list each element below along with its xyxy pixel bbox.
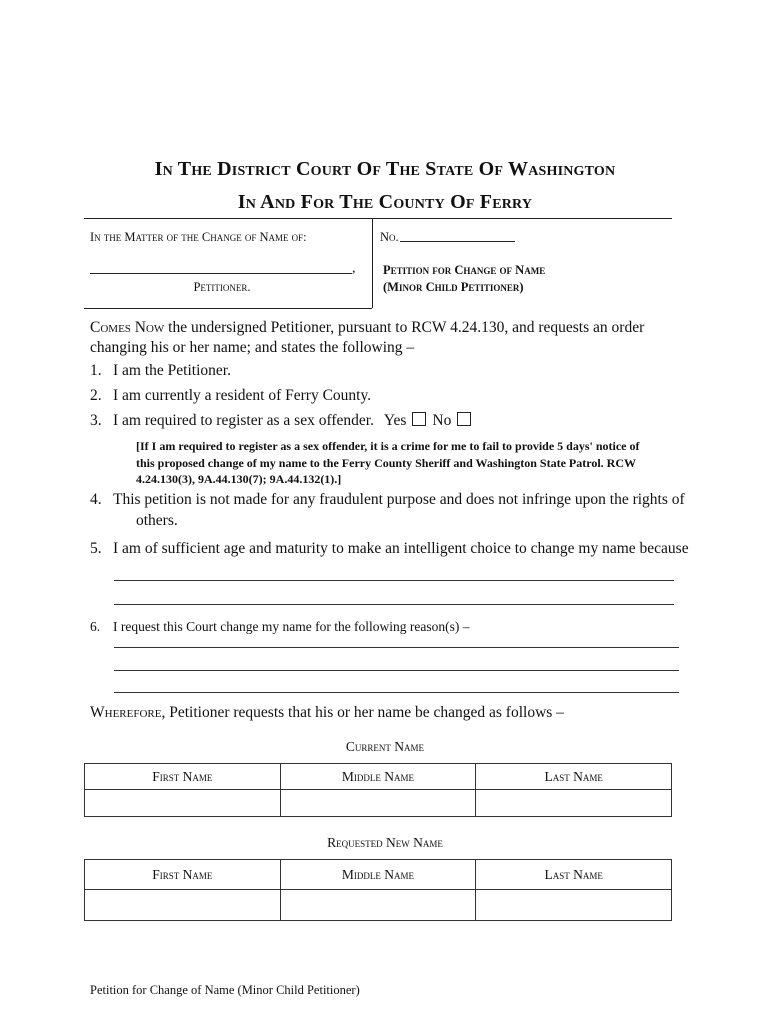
intro-lead: Comes Now (90, 319, 165, 336)
no-checkbox[interactable] (457, 412, 471, 426)
wherefore-lead: Wherefore (90, 704, 162, 721)
case-number-field[interactable] (400, 230, 515, 242)
current-last-name-header: Last Name (476, 764, 672, 790)
petitioner-label: Petitioner. (193, 280, 251, 294)
item-number: 4. (90, 491, 102, 508)
petitioner-name-line[interactable] (90, 261, 352, 274)
item-1 (90, 360, 231, 381)
page-footer: Petition for Change of Name (Minor Child Petitioner) (90, 983, 360, 997)
wherefore-text: , Petitioner requests that his or her name be changed as follows – (161, 704, 564, 721)
current-middle-name-field[interactable] (280, 790, 476, 817)
caption-divider (372, 218, 373, 308)
item-text: I am required to register as a sex offender. (113, 412, 374, 429)
item-text: I am of sufficient age and maturity to make an intelligent choice to change my name because (113, 540, 689, 557)
sex-offender-notice (136, 438, 676, 488)
requested-name-table (84, 859, 672, 921)
notice-line1: [If I am required to register as a sex offender, it is a crime for me to fail to provide 5 days' notice of (136, 439, 640, 453)
item-number: 2. (90, 387, 102, 404)
new-last-name-header: Last Name (476, 860, 672, 890)
item-text: This petition is not made for any fraudulent purpose and does not infringe upon the rights of (113, 491, 685, 508)
new-first-name-header: First Name (85, 860, 281, 890)
intro-line2: changing his or her name; and states the following – (90, 339, 415, 356)
matter-label: In the Matter of the Change of Name of: (90, 230, 307, 244)
county-title: In And For The County Of Ferry (237, 191, 533, 213)
document-title (383, 262, 545, 296)
case-number-label: No. (380, 230, 399, 244)
item-number: 3. (90, 412, 102, 429)
new-last-name-field[interactable] (476, 890, 672, 921)
item-number: 6. (90, 619, 101, 634)
wherefore-paragraph (90, 702, 564, 723)
notice-line2: this proposed change of my name to the Ferry County Sheriff and Washington State Patrol. RCW (136, 455, 637, 470)
reason-line-6b[interactable] (114, 670, 679, 671)
item-text: I am the Petitioner. (113, 362, 231, 379)
new-middle-name-header: Middle Name (280, 860, 476, 890)
item-4-continued: others. (136, 512, 178, 529)
current-first-name-field[interactable] (85, 790, 281, 817)
current-last-name-field[interactable] (476, 790, 672, 817)
notice-line3: 4.24.130(3), 9A.44.130(7); 9A.44.132(1).] (136, 472, 342, 486)
requested-name-heading: Requested New Name (327, 835, 443, 850)
item-3 (90, 410, 477, 431)
intro-paragraph (90, 318, 690, 358)
court-title: In The District Court Of The State Of Washington (154, 158, 616, 180)
current-name-heading: Current Name (345, 739, 425, 754)
document-title-line1: Petition for Change of Name (383, 263, 546, 277)
item-4 (90, 489, 685, 510)
current-name-table (84, 763, 672, 817)
caption-comma: , (352, 261, 356, 276)
current-first-name-header: First Name (85, 764, 281, 790)
item-number: 5. (90, 540, 102, 557)
reason-line-6a[interactable] (114, 647, 679, 648)
item-2 (90, 385, 371, 406)
yes-label: Yes (383, 412, 407, 429)
new-middle-name-field[interactable] (280, 890, 476, 921)
current-middle-name-header: Middle Name (280, 764, 476, 790)
intro-line1: the undersigned Petitioner, pursuant to RCW 4.24.130, and requests an order (164, 319, 645, 336)
document-title-line2: (Minor Child Petitioner) (383, 280, 524, 294)
yes-checkbox[interactable] (412, 412, 426, 426)
item-text: I am currently a resident of Ferry County. (113, 387, 372, 404)
caption-bottom-rule (84, 308, 372, 309)
reason-line-5b[interactable] (114, 604, 674, 605)
new-first-name-field[interactable] (85, 890, 281, 921)
no-label: No (432, 412, 452, 429)
item-6 (90, 616, 470, 637)
reason-line-5a[interactable] (114, 580, 674, 581)
reason-line-6c[interactable] (114, 692, 679, 693)
item-number: 1. (90, 362, 102, 379)
item-5 (90, 538, 689, 559)
item-text: I request this Court change my name for the following reason(s) – (113, 619, 470, 634)
caption-top-rule (84, 218, 672, 219)
